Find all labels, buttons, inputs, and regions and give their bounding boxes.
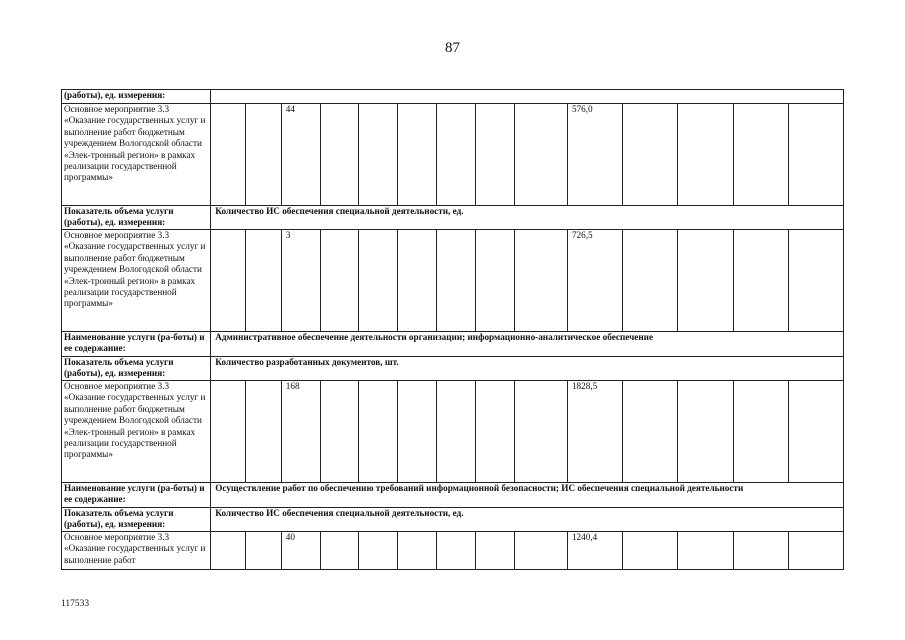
- empty-cell: [623, 230, 678, 332]
- empty-cell: [437, 531, 476, 569]
- empty-cell: [788, 531, 843, 569]
- row-label: Показатель объема услуги (работы), ед. измерения:: [62, 206, 211, 230]
- empty-cell: [320, 381, 359, 483]
- empty-cell: [475, 531, 514, 569]
- empty-cell: [623, 381, 678, 483]
- empty-cell: [359, 381, 398, 483]
- empty-cell: [398, 381, 437, 483]
- empty-cell: [211, 381, 246, 483]
- section-header-row: [62, 206, 844, 230]
- row-label: Основное мероприятие 3.3 «Оказание государственных услуг и выполнение работ: [62, 531, 211, 569]
- empty-cell: [788, 104, 843, 206]
- empty-cell: [623, 531, 678, 569]
- section-header-row: [62, 357, 844, 381]
- empty-cell: [733, 381, 788, 483]
- section-text: Количество разработанных документов, шт.: [211, 357, 844, 381]
- row-label: Наименование услуги (ра-боты) и ее содержание:: [62, 483, 211, 508]
- section-text: Административное обеспечение деятельности организации; информационно-аналитическое обеспечение: [211, 332, 844, 357]
- empty-cell: [678, 104, 733, 206]
- empty-cell: [320, 531, 359, 569]
- page-number: 87: [445, 40, 460, 56]
- row-label: Основное мероприятие 3.3 «Оказание государственных услуг и выполнение работ бюджетным учреждением Вологодской области «Элек-тронный регион» в рамках реализации государственной программы»: [62, 381, 211, 483]
- empty-cell: [245, 104, 281, 206]
- empty-cell: [514, 230, 567, 332]
- empty-cell: [623, 104, 678, 206]
- empty-cell: [678, 381, 733, 483]
- table-row: [62, 104, 844, 206]
- row-label: Наименование услуги (ра-боты) и ее содержание:: [62, 332, 211, 357]
- empty-cell: [211, 531, 246, 569]
- empty-cell: [245, 230, 281, 332]
- empty-cell: [514, 381, 567, 483]
- empty-cell: [245, 531, 281, 569]
- volume-cell: 40: [281, 531, 320, 569]
- volume-cell: 3: [281, 230, 320, 332]
- table-row: [62, 531, 844, 569]
- data-table: [61, 89, 844, 570]
- empty-cell: [211, 230, 246, 332]
- section-text: Осуществление работ по обеспечению требований информационной безопасности; ИС обеспечения специальной деятельности: [211, 483, 844, 508]
- section-text: Количество ИС обеспечения специальной деятельности, ед.: [211, 206, 844, 230]
- empty-cell: [475, 381, 514, 483]
- row-label: Показатель объема услуги (работы), ед. измерения:: [62, 357, 211, 381]
- empty-cell: [320, 230, 359, 332]
- section-header-row: [62, 90, 844, 104]
- amount-cell: 1240,4: [567, 531, 622, 569]
- document-code: 117533: [61, 599, 90, 609]
- empty-cell: [359, 104, 398, 206]
- table-body: [62, 90, 844, 570]
- row-label: Основное мероприятие 3.3 «Оказание государственных услуг и выполнение работ бюджетным учреждением Вологодской области «Элек-тронный регион» в рамках реализации государственной программы»: [62, 230, 211, 332]
- empty-cell: [398, 104, 437, 206]
- row-label: Показатель объема услуги (работы), ед. измерения:: [62, 508, 211, 532]
- empty-cell: [437, 381, 476, 483]
- section-header-row: [62, 483, 844, 508]
- empty-cell: [678, 230, 733, 332]
- table-row: [62, 230, 844, 332]
- section-text: [211, 90, 844, 104]
- amount-cell: 1828,5: [567, 381, 622, 483]
- empty-cell: [437, 104, 476, 206]
- volume-cell: 168: [281, 381, 320, 483]
- empty-cell: [475, 230, 514, 332]
- empty-cell: [733, 531, 788, 569]
- empty-cell: [678, 531, 733, 569]
- empty-cell: [475, 104, 514, 206]
- volume-cell: 44: [281, 104, 320, 206]
- empty-cell: [211, 104, 246, 206]
- empty-cell: [398, 531, 437, 569]
- amount-cell: 726,5: [567, 230, 622, 332]
- empty-cell: [320, 104, 359, 206]
- amount-cell: 576,0: [567, 104, 622, 206]
- empty-cell: [733, 104, 788, 206]
- empty-cell: [733, 230, 788, 332]
- empty-cell: [788, 230, 843, 332]
- table-row: [62, 381, 844, 483]
- empty-cell: [788, 381, 843, 483]
- row-label: (работы), ед. измерения:: [62, 90, 211, 104]
- empty-cell: [514, 104, 567, 206]
- empty-cell: [359, 230, 398, 332]
- section-text: Количество ИС обеспечения специальной деятельности, ед.: [211, 508, 844, 532]
- empty-cell: [514, 531, 567, 569]
- row-label: Основное мероприятие 3.3 «Оказание государственных услуг и выполнение работ бюджетным учреждением Вологодской области «Элек-тронный регион» в рамках реализации государственной программы»: [62, 104, 211, 206]
- empty-cell: [437, 230, 476, 332]
- empty-cell: [398, 230, 437, 332]
- section-header-row: [62, 332, 844, 357]
- empty-cell: [245, 381, 281, 483]
- empty-cell: [359, 531, 398, 569]
- section-header-row: [62, 508, 844, 532]
